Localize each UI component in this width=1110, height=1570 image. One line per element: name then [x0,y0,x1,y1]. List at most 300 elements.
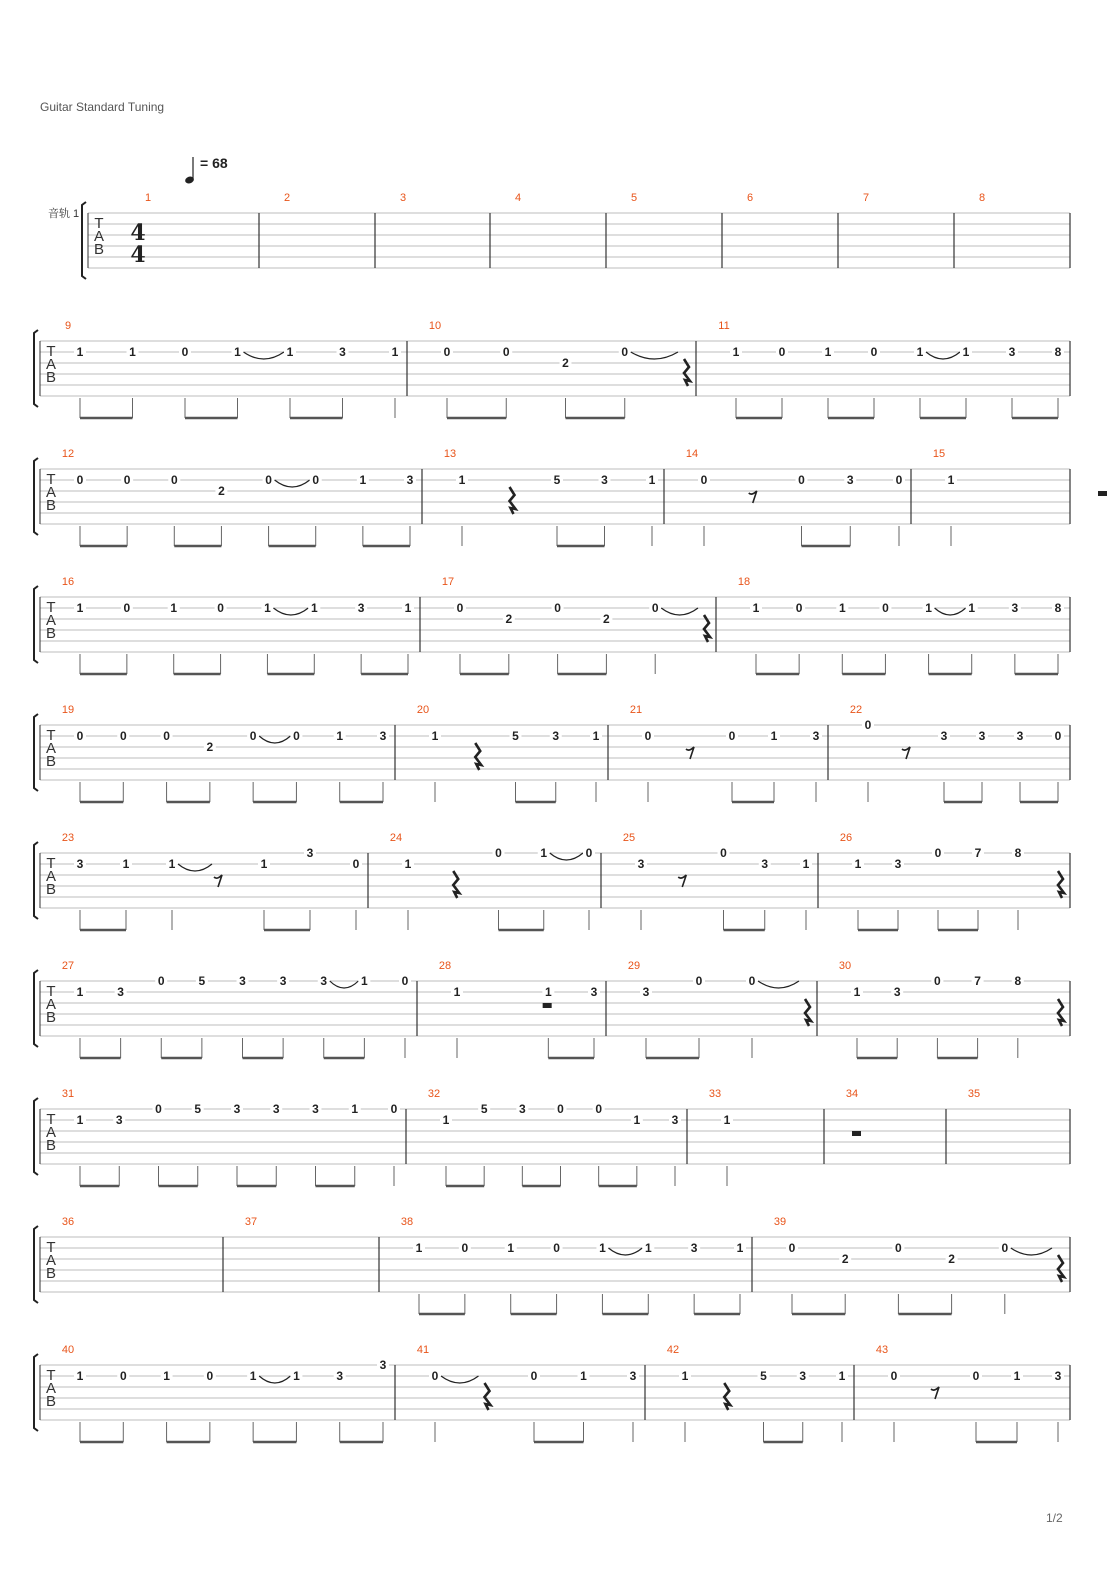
fret-number: 0 [119,729,127,743]
measure [284,192,290,204]
measure-number: 29 [627,960,641,972]
measure-number: 5 [630,192,638,204]
fret-number: 1 [507,1241,515,1255]
measure [933,448,1107,546]
tab-clef-letter: B [45,881,57,898]
eighth-rest [678,875,686,887]
measure [428,1088,681,1186]
measure [439,960,600,1058]
measure-number: 1 [144,192,152,204]
measure [738,576,1064,674]
fret-number: 0 [895,1241,902,1255]
fret-number: 3 [379,1358,387,1372]
measure-number: 7 [862,192,870,204]
fret-number: 0 [700,473,708,487]
fret-number: 1 [336,729,344,743]
fret-number: 0 [293,729,300,743]
fret-number: 1 [540,846,548,860]
fret-number: 5 [512,729,519,743]
fret-number: 3 [799,1369,807,1383]
measure-number: 14 [685,448,699,460]
fret-number: 1 [163,1369,170,1383]
tab-system [34,1216,1070,1314]
fret-number: 1 [442,1113,450,1127]
fret-number: 3 [1054,1369,1062,1383]
measure-number: 31 [61,1088,75,1100]
measure-number: 25 [622,832,636,844]
tie-arc [259,736,290,743]
tab-clef-letter: B [45,1393,57,1410]
measure-number: 30 [838,960,852,972]
fret-number: 0 [401,974,409,988]
measure [417,704,602,802]
fret-number: 0 [934,974,941,988]
measure-number: 41 [416,1344,430,1356]
fret-number: 0 [530,1369,538,1383]
tab-system [34,320,1070,418]
fret-number: 3 [629,1369,637,1383]
measure [774,1216,1064,1314]
measure [630,704,822,802]
page-number: 1/2 [1046,1511,1063,1525]
time-signature-bottom: 4 [130,242,146,268]
fret-number: 1 [76,1113,84,1127]
fret-number: 1 [1013,1369,1021,1383]
fret-number: 0 [352,857,360,871]
fret-number: 1 [286,345,294,359]
fret-number: 0 [119,1369,127,1383]
half-rest [852,1131,861,1136]
system-bracket [34,970,38,1047]
fret-number: 1 [752,601,760,615]
measure-number: 38 [400,1216,414,1228]
tab-system [82,192,1070,279]
tab-clef-letter: A [45,356,57,373]
tie-arc [330,981,359,988]
fret-number: 5 [760,1369,767,1383]
fret-number: 0 [170,473,178,487]
measure-number: 40 [61,1344,75,1356]
measure [840,832,1064,930]
tab-clef-letter: B [45,497,57,514]
tab-clef-letter: B [45,1265,57,1282]
fret-number: 1 [962,345,970,359]
tie-arc [244,352,285,359]
fret-number: 3 [1011,601,1019,615]
fret-number: 0 [456,601,464,615]
measure [442,576,710,674]
measure [846,1088,858,1100]
fret-number: 0 [728,729,736,743]
measure [62,1216,74,1228]
fret-number: 1 [925,601,932,615]
system-bracket [34,842,38,919]
measure [979,192,985,204]
measure-number: 28 [438,960,452,972]
fret-number: 1 [968,601,976,615]
fret-number: 0 [890,1369,898,1383]
tie-arc [758,981,799,988]
fret-number: 7 [974,846,982,860]
fret-number: 1 [234,345,241,359]
measure [62,832,362,930]
fret-number: 3 [1016,729,1024,743]
system-bracket [82,202,86,279]
fret-number: 3 [320,974,328,988]
measure-number: 33 [708,1088,722,1100]
tab-clef-letter: A [45,612,57,629]
fret-number: 3 [940,729,948,743]
fret-number: 1 [853,985,861,999]
measure-number: 34 [845,1088,859,1100]
fret-number: 8 [1014,846,1022,860]
eighth-rest [686,747,694,759]
fret-number: 3 [893,985,901,999]
fret-number: 1 [854,857,862,871]
fret-number: 0 [788,1241,796,1255]
measure-number: 13 [443,448,457,460]
measure-number: 26 [839,832,853,844]
fret-number: 0 [123,601,131,615]
fret-number: 1 [802,857,810,871]
fret-number: 3 [761,857,769,871]
fret-number: 3 [642,985,650,999]
measure-number: 21 [629,704,643,716]
fret-number: 2 [603,612,610,626]
fret-number: 0 [217,601,224,615]
half-rest [1098,491,1107,496]
system-bracket [34,1354,38,1431]
half-rest [543,1003,552,1008]
fret-number: 1 [76,1369,84,1383]
fret-number: 5 [553,473,561,487]
fret-number: 0 [390,1102,398,1116]
tab-system [34,960,1070,1058]
fret-number: 1 [947,473,955,487]
time-signature-top: 4 [130,220,146,246]
fret-number: 0 [644,729,652,743]
fret-number: 3 [894,857,902,871]
fret-number: 0 [206,1369,214,1383]
fret-number: 0 [798,473,805,487]
fret-number: 3 [306,846,314,860]
tab-clef-letter: T [94,215,104,232]
tie-arc [259,1376,290,1383]
system-bracket [34,586,38,663]
fret-number: 1 [431,729,439,743]
tab-clef-letter: A [45,1380,57,1397]
fret-number: 1 [824,345,832,359]
fret-number: 1 [260,857,268,871]
tab-system [34,832,1070,930]
eighth-rest [902,747,910,759]
eighth-rest [749,491,757,503]
fret-number: 1 [838,1369,846,1383]
measure [876,1344,1064,1442]
tab-clef-letter: A [45,1252,57,1269]
fret-number: 0 [595,1102,603,1116]
measure-number: 12 [61,448,75,460]
tab-clef-letter: B [45,625,57,642]
fret-number: 3 [312,1102,319,1116]
tab-clef-letter: B [45,1137,57,1154]
measure [62,1344,389,1442]
measure [718,320,1064,418]
tab-system [34,448,1107,546]
fret-number: 0 [123,473,131,487]
tab-clef-letter: T [46,343,56,360]
system-bracket [34,1098,38,1175]
measure [245,1216,257,1228]
fret-number: 2 [841,1252,849,1266]
measure [686,448,905,546]
eighth-rest [931,1387,939,1399]
fret-number: 1 [453,985,461,999]
fret-number: 0 [76,473,84,487]
fret-number: 1 [293,1369,300,1383]
fret-number: 1 [351,1102,359,1116]
fret-number: 3 [601,473,608,487]
tab-clef-letter: A [45,868,57,885]
fret-number: 3 [336,1369,344,1383]
tab-clef-letter: B [45,369,57,386]
measure [839,960,1064,1058]
fret-number: 3 [272,1102,280,1116]
fret-number: 5 [194,1102,202,1116]
fret-number: 0 [720,846,727,860]
fret-number: 0 [181,345,189,359]
fret-number: 8 [1014,974,1022,988]
fret-number: 1 [633,1113,641,1127]
measure [400,192,406,204]
fret-number: 2 [218,484,225,498]
tie-arc [661,608,698,615]
fret-number: 1 [310,601,318,615]
fret-number: 0 [155,1102,162,1116]
tempo-value: = 68 [200,155,228,171]
fret-number: 3 [812,729,820,743]
fret-number: 5 [480,1102,488,1116]
tab-clef-letter: T [46,1111,56,1128]
measure-number: 10 [428,320,442,332]
fret-number: 3 [76,857,84,871]
fret-number: 1 [170,601,178,615]
fret-number: 2 [206,740,214,754]
fret-number: 1 [168,857,176,871]
measure [515,192,521,204]
measure [62,1088,400,1186]
tab-clef-letter: A [45,484,57,501]
measure-number: 22 [849,704,863,716]
fret-number: 3 [339,345,346,359]
fret-number: 3 [279,974,287,988]
measure-number: 27 [61,960,75,972]
tie-arc [275,480,310,487]
fret-number: 1 [648,473,656,487]
fret-number: 0 [864,718,872,732]
tie-arc [1011,1248,1052,1255]
fret-number: 1 [770,729,778,743]
fret-number: 3 [590,985,598,999]
fret-number: 1 [249,1369,257,1383]
measure [747,192,753,204]
tuning-label: Guitar Standard Tuning [40,100,165,114]
fret-number: 0 [778,345,786,359]
measure-number: 18 [737,576,751,588]
track-name: 音轨 1 [48,208,80,220]
measure-number: 20 [416,704,430,716]
measure [444,448,658,546]
tab-clef-letter: B [93,241,105,258]
measure [863,192,869,204]
fret-number: 5 [198,974,206,988]
measure-number: 3 [399,192,407,204]
fret-number: 1 [359,473,367,487]
fret-number: 1 [599,1241,606,1255]
measure-number: 8 [978,192,986,204]
fret-number: 1 [76,985,84,999]
tie-arc [441,1376,479,1383]
fret-number: 0 [621,345,629,359]
measure [390,832,595,930]
fret-number: 3 [671,1113,679,1127]
tab-clef-letter: T [46,855,56,872]
fret-number: 0 [557,1102,564,1116]
measure [417,1344,639,1442]
tab-clef-letter: A [45,996,57,1013]
fret-number: 3 [357,601,365,615]
fret-number: 1 [76,601,84,615]
fret-number: 0 [495,846,502,860]
measure [145,192,151,204]
tab-system [34,704,1070,802]
fret-number: 3 [978,729,986,743]
fret-number: 3 [406,473,414,487]
fret-number: 0 [882,601,889,615]
fret-number: 0 [972,1369,980,1383]
fret-number: 3 [117,985,124,999]
measure [623,832,812,930]
fret-number: 1 [736,1241,744,1255]
measure-number: 6 [746,192,754,204]
fret-number: 2 [562,356,569,370]
measure-number: 43 [875,1344,889,1356]
tie-arc [273,608,308,615]
fret-number: 0 [157,974,165,988]
tab-clef-letter: T [46,1239,56,1256]
fret-number: 0 [585,846,593,860]
measure-number: 19 [61,704,75,716]
fret-number: 0 [651,601,659,615]
fret-number: 1 [391,345,399,359]
fret-number: 1 [580,1369,587,1383]
measure [65,320,401,418]
measure-number: 37 [244,1216,258,1228]
tie-arc [550,853,583,860]
fret-number: 0 [431,1369,439,1383]
eighth-rest [214,875,222,887]
fret-number: 2 [948,1252,955,1266]
tab-system [34,1344,1070,1442]
tab-clef-letter: A [45,740,57,757]
measure [62,576,414,674]
measure [628,960,811,1058]
tie-arc [608,1248,642,1255]
tab-clef-letter: T [46,471,56,488]
system-bracket [34,330,38,407]
fret-number: 8 [1054,601,1062,615]
system-bracket [34,714,38,791]
fret-number: 0 [249,729,257,743]
fret-number: 3 [690,1241,698,1255]
fret-number: 0 [870,345,878,359]
fret-number: 0 [502,345,510,359]
tab-clef-letter: T [46,599,56,616]
fret-number: 1 [592,729,600,743]
fret-number: 1 [361,974,368,988]
measure-number: 39 [773,1216,787,1228]
tie-arc [935,608,966,615]
fret-number: 7 [974,974,981,988]
fret-number: 1 [264,601,271,615]
system-bracket [34,1226,38,1303]
fret-number: 1 [838,601,846,615]
fret-number: 0 [795,601,803,615]
tab-clef-letter: A [93,228,105,245]
measure-number: 15 [932,448,946,460]
tab-system [34,576,1070,674]
measure-number: 2 [283,192,291,204]
fret-number: 1 [404,601,412,615]
fret-number: 0 [461,1241,469,1255]
fret-number: 0 [553,1241,560,1255]
tab-clef-letter: B [45,1009,57,1026]
fret-number: 0 [1001,1241,1009,1255]
fret-number: 3 [637,857,645,871]
tab-clef-letter: A [45,1124,57,1141]
measure-number: 11 [718,320,730,332]
measure [429,320,690,418]
fret-number: 1 [544,985,552,999]
fret-number: 3 [1008,345,1016,359]
measure-number: 17 [441,576,455,588]
fret-number: 3 [552,729,560,743]
fret-number: 0 [76,729,84,743]
fret-number: 1 [916,345,924,359]
tab-clef-letter: B [45,753,57,770]
fret-number: 1 [458,473,466,487]
measure-number: 42 [666,1344,680,1356]
fret-number: 0 [895,473,903,487]
fret-number: 3 [846,473,854,487]
fret-number: 0 [265,473,272,487]
fret-number: 1 [723,1113,731,1127]
tie-arc [926,352,960,359]
measure-number: 23 [61,832,75,844]
fret-number: 1 [76,345,84,359]
fret-number: 0 [443,345,451,359]
measure-number: 9 [64,320,72,332]
measure-number: 32 [427,1088,441,1100]
fret-number: 0 [1054,729,1062,743]
tab-clef-letter: T [46,1367,56,1384]
tab-clef-letter: T [46,983,56,1000]
fret-number: 3 [239,974,246,988]
fret-number: 0 [312,473,320,487]
fret-number: 0 [695,974,703,988]
measure-number: 16 [61,576,75,588]
fret-number: 2 [505,612,513,626]
